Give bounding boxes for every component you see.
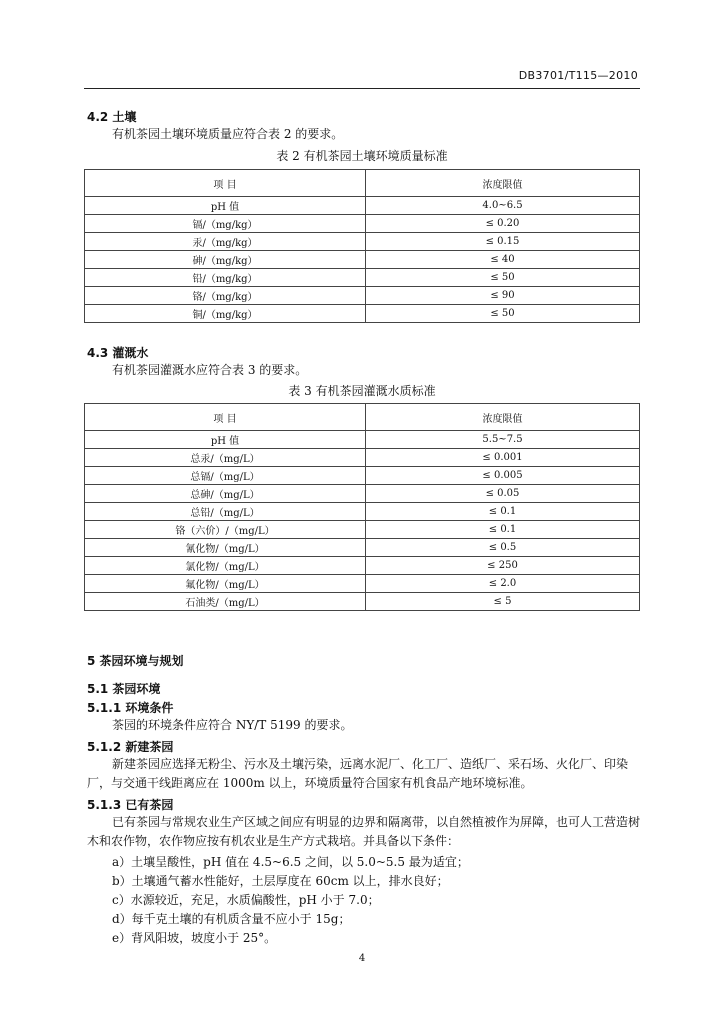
table-cell-value: ≤ 5 <box>366 593 640 611</box>
table-cell-value: ≤ 0.1 <box>366 503 640 521</box>
table-cell-value: ≤ 0.1 <box>366 521 640 539</box>
table-cell-item: 铜/（mg/kg） <box>85 305 366 323</box>
table3-caption: 表 3 有机茶园灌溉水质标准 <box>288 384 436 398</box>
table-cell-item: 铅/（mg/kg） <box>85 269 366 287</box>
section-4-2-intro: 有机茶园土壤环境质量应符合表 2 的要求。 <box>112 127 344 141</box>
table-cell-value: ≤ 0.15 <box>366 233 640 251</box>
table-cell-item: 砷/（mg/kg） <box>85 251 366 269</box>
table-cell-item: 总砷/（mg/L） <box>85 485 366 503</box>
table-row <box>85 485 640 503</box>
table-cell-item: 总汞/（mg/L） <box>85 449 366 467</box>
table-cell-value: ≤ 40 <box>366 251 640 269</box>
table-row <box>85 269 640 287</box>
table-row <box>85 575 640 593</box>
table-row <box>85 593 640 611</box>
table-cell-value: ≤ 2.0 <box>366 575 640 593</box>
table-cell-item: 氯化物/（mg/L） <box>85 557 366 575</box>
section-4-3-title: 4.3 灌溉水 <box>87 346 149 360</box>
table-cell-value: ≤ 50 <box>366 269 640 287</box>
table-header-row <box>85 170 640 197</box>
table-row <box>85 287 640 305</box>
table2-caption: 表 2 有机茶园土壤环境质量标准 <box>276 149 448 163</box>
document-code: DB3701/T115—2010 <box>518 69 638 82</box>
table-cell-item: 氟化物/（mg/L） <box>85 575 366 593</box>
list-item: d）每千克土壤的有机质含量不应小于 15g； <box>112 912 351 926</box>
table-cell-value: ≤ 0.5 <box>366 539 640 557</box>
table-cell-item: 总镉/（mg/L） <box>85 467 366 485</box>
header-rule <box>84 88 640 89</box>
table-cell-item: 汞/（mg/kg） <box>85 233 366 251</box>
table-cell-value: ≤ 250 <box>366 557 640 575</box>
table-header-limit: 浓度限值 <box>366 170 640 197</box>
table-cell-value: ≤ 90 <box>366 287 640 305</box>
table-row <box>85 467 640 485</box>
table-cell-value: ≤ 50 <box>366 305 640 323</box>
table-row <box>85 539 640 557</box>
section-5-1-3-title: 5.1.3 已有茶园 <box>87 798 174 812</box>
list-item: e）背风阳坡，坡度小于 25°。 <box>112 931 277 945</box>
table-row <box>85 305 640 323</box>
table-row <box>85 215 640 233</box>
table-cell-item: 总铅/（mg/L） <box>85 503 366 521</box>
table-row <box>85 431 640 449</box>
table-header-limit: 浓度限值 <box>366 404 640 431</box>
table-cell-value: ≤ 0.005 <box>366 467 640 485</box>
table-cell-item: pH 值 <box>85 197 366 215</box>
table-cell-item: 铬/（mg/kg） <box>85 287 366 305</box>
section-5-1-1-title: 5.1.1 环境条件 <box>87 701 174 715</box>
section-5-1-3-text: 已有茶园与常规农业生产区域之间应有明显的边界和隔离带，以自然植被作为屏障，也可人工营造树木和农作物，农作物应按有机农业是生产方式栽培。并具备以下条件： <box>87 815 641 848</box>
table-header-item: 项 目 <box>85 404 366 431</box>
table-cell-value: ≤ 0.20 <box>366 215 640 233</box>
table-row <box>85 251 640 269</box>
list-item: b）土壤通气蓄水性能好，土层厚度在 60cm 以上，排水良好； <box>112 874 449 888</box>
table-header-item: 项 目 <box>85 170 366 197</box>
section-5-1-2-text: 新建茶园应选择无粉尘、污水及土壤污染，远离水泥厂、化工厂、造纸厂、采石场、火化厂、印染厂，与交通干线距离应在 1000m 以上，环境质量符合国家有机食品产地环境标准。 <box>87 757 629 790</box>
table-cell-value: 5.5~7.5 <box>366 431 640 449</box>
table-row <box>85 503 640 521</box>
section-5-1-2-title: 5.1.2 新建茶园 <box>87 740 174 754</box>
table-row <box>85 197 640 215</box>
table-cell-item: pH 值 <box>85 431 366 449</box>
table-cell-item: 铬（六价）/（mg/L） <box>85 521 366 539</box>
table-cell-value: 4.0~6.5 <box>366 197 640 215</box>
table-header-row <box>85 404 640 431</box>
table-row <box>85 557 640 575</box>
table-row <box>85 233 640 251</box>
table-cell-value: ≤ 0.05 <box>366 485 640 503</box>
section-4-2-title: 4.2 土壤 <box>87 110 137 124</box>
table2 <box>84 169 640 323</box>
page-number: 4 <box>358 953 366 964</box>
table-cell-item: 石油类/（mg/L） <box>85 593 366 611</box>
list-item: a）土壤呈酸性，pH 值在 4.5~6.5 之间，以 5.0~5.5 最为适宜； <box>112 855 469 869</box>
table3 <box>84 403 640 611</box>
table-cell-item: 镉/（mg/kg） <box>85 215 366 233</box>
list-item: c）水源较近，充足，水质偏酸性，pH 小于 7.0； <box>112 893 380 907</box>
section-5-1-title: 5.1 茶园环境 <box>87 682 161 696</box>
table-row <box>85 449 640 467</box>
table-cell-item: 氰化物/（mg/L） <box>85 539 366 557</box>
section-5-title: 5 茶园环境与规划 <box>87 654 184 668</box>
section-4-3-intro: 有机茶园灌溉水应符合表 3 的要求。 <box>112 363 308 377</box>
table-row <box>85 521 640 539</box>
section-5-1-1-text: 茶园的环境条件应符合 NY/T 5199 的要求。 <box>112 718 353 732</box>
table-cell-value: ≤ 0.001 <box>366 449 640 467</box>
